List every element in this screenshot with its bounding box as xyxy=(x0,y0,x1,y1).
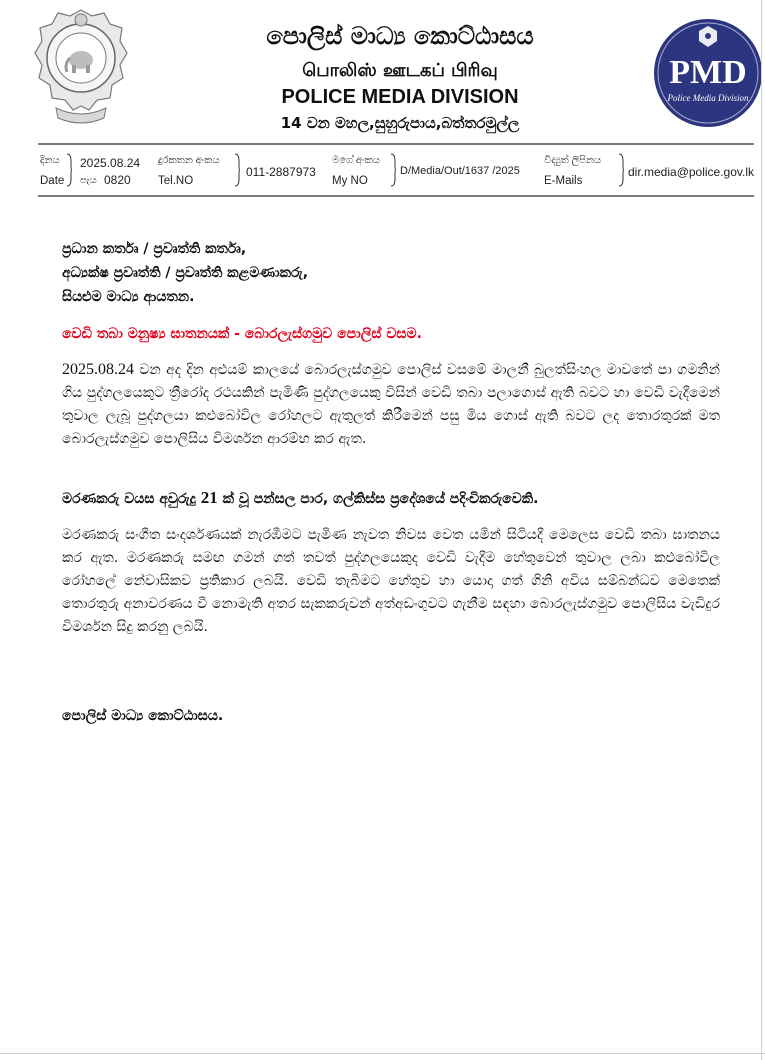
paragraph-investigation: මරණකරු සංගීත සංදර්ශණයක් නැරඹීමට පැමිණ නැවත නිවස වෙත යමින් සිටියදී මෙලෙස වෙඩි තබා ඝාතනය කර ඇත. මරණකරු සමඟ ගමන් ගත් තවත් පුද්ගලයෙකුද වෙඩි වැදීම හේතුවෙන් තුවාල ලබා කළුබෝවිල රෝහලේ නේවාසිකව ප්‍රතිකාර ලබයි. වෙඩි තැබීමට හේතුව හා යොදා ගත් ගිනි අවිය සම්බන්ධව මෙතෙක් තොරතුරු අනාවරණය වී නොමැති අතර සැකකරුවන් අත්අඩංගුවට ගැනීම සඳහා බොරලැස්ගමුව පොලිසිය වැඩිදුර විමර්ශන සිදු කරනු ලබයි. xyxy=(62,527,720,635)
addressee-line: අධ්‍යක්ෂ ප්‍රවෘත්ති / ප්‍රවෘත්ති කළමණාකරු, xyxy=(62,265,309,281)
subject-line: වෙඩි තබා මනුෂ්‍ය ඝාතනයක් - බොරලැස්ගමුව පොලිස් වසම. xyxy=(62,326,422,342)
addressee-line: ප්‍රධාන කර්තෘ / ප්‍රවෘත්ති කර්තෘ, xyxy=(62,241,247,257)
paragraph-incident xyxy=(62,358,720,451)
deceased-note-text: ක් වූ පන්සල පාර, ගල්කිස්ස ප්‍රදේශයේ පදිංචිකරුවෙකි. xyxy=(217,491,539,507)
tel-label-sinhala: දුරකතන අංකය xyxy=(158,155,220,166)
incident-text: වන අද දින අළුයම් කාලයේ බොරලැස්ගමුව පොලිස් වසමේ මාලනී බුලත්සිංහල මාවතේ පා ගමනින් ගිය පුද්ගලයෙකුට ත්‍රීරෝද රථයකින් පැමිණි පුද්ගලයෙකු විසින් වෙඩි තබා පලාගොස් ඇති බවට හා වෙඩි වැදීමෙන් තුවාල ලැබූ පුද්ගලයා කළුබෝවිල රෝහලට ඇතුලත් කිරීමෙන් පසු මිය ගොස් ඇති බවට ලද තොරතුරක් මත බොරලැස්ගමුව පොලිසිය විමර්ශන ආරම්භ කර ඇත. xyxy=(62,362,720,447)
sri-lanka-police-crest-logo xyxy=(34,8,128,126)
pmd-logo-text: PMD xyxy=(669,54,747,91)
email-label: E-Mails xyxy=(544,175,583,187)
pmd-logo xyxy=(652,17,764,129)
my-no-label-sinhala: මගේ අංකය xyxy=(332,155,380,166)
tel-value: 011-2887973 xyxy=(246,165,316,179)
header-title-english: POLICE MEDIA DIVISION xyxy=(281,86,519,108)
my-no-value: D/Media/Out/1637 /2025 xyxy=(400,165,520,177)
reference-bar xyxy=(38,143,754,197)
email-value: dir.media@police.gov.lk xyxy=(628,165,755,179)
page-edge xyxy=(761,0,762,1060)
time-value: 0820 xyxy=(104,173,131,187)
time-label-sinhala: පැය xyxy=(80,175,97,186)
page-edge xyxy=(0,1053,765,1054)
brace-icon xyxy=(234,153,240,187)
brace-icon xyxy=(390,153,396,187)
my-no-label: My NO xyxy=(332,175,368,187)
date-label-sinhala: දිනය xyxy=(40,155,60,166)
incident-date: 2025.08.24 xyxy=(62,361,134,378)
tel-label: Tel.NO xyxy=(158,175,194,187)
deceased-note xyxy=(62,488,722,508)
date-value: 2025.08.24 xyxy=(80,156,141,170)
deceased-note-text: මරණකරු වයස අවුරුදු xyxy=(62,491,201,507)
header-title-sinhala: පොලිස් මාධ්‍ය කොට්ඨාසය xyxy=(266,22,534,50)
brace-icon xyxy=(618,153,624,187)
deceased-age: 21 xyxy=(200,488,218,507)
signoff: පොලිස් මාධ්‍ය කොට්ඨාසය. xyxy=(62,708,224,724)
date-label: Date xyxy=(40,175,65,187)
email-label-sinhala: විද්‍යුත් ලිපිනය xyxy=(544,155,602,166)
header-address: 14 වන මහල,සුහුරුපාය,බත්තරමුල්ල xyxy=(280,114,520,132)
header-title-tamil: பொலிஸ் ஊடகப் பிரிவு xyxy=(302,60,498,81)
brace-icon xyxy=(66,153,72,187)
addressee-line: සියළුම මාධ්‍ය ආයතන. xyxy=(62,289,195,305)
pmd-logo-subtext: Police Media Division xyxy=(667,93,749,103)
